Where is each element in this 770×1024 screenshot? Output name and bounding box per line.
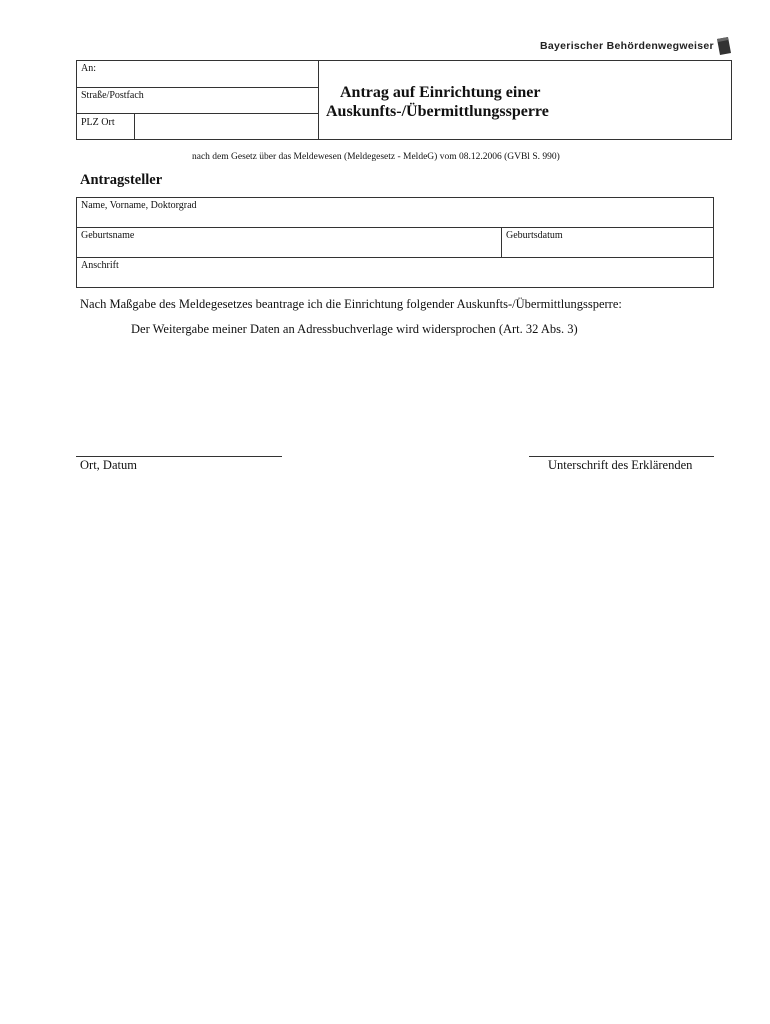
request-intro: Nach Maßgabe des Meldegesetzes beantrage ich die Einrichtung folgender Auskunfts-/Übermittlungssperre: <box>80 297 622 311</box>
birth-date-divider <box>501 227 502 257</box>
signature-line[interactable] <box>529 456 714 457</box>
place-date-label: Ort, Datum <box>80 458 137 472</box>
birth-name-label: Geburtsname <box>81 230 135 241</box>
address-label: Anschrift <box>81 260 119 271</box>
address-field[interactable] <box>78 272 712 286</box>
request-item: Der Weitergabe meiner Daten an Adressbuchverlage wird widersprochen (Art. 32 Abs. 3) <box>131 322 578 336</box>
zip-field[interactable] <box>78 127 132 139</box>
zip-city-label: PLZ Ort <box>81 117 115 128</box>
birth-date-label: Geburtsdatum <box>506 230 563 241</box>
address-divider-1 <box>76 87 319 88</box>
street-label: Straße/Postfach <box>81 90 144 101</box>
form-title-line1: Antrag auf Einrichtung einer <box>340 84 541 101</box>
brand-name: Bayerischer Behördenwegweiser <box>540 40 714 52</box>
name-field[interactable] <box>78 212 712 226</box>
applicant-divider-1 <box>76 227 714 228</box>
birth-date-field[interactable] <box>503 242 712 256</box>
form-title-line2: Auskunfts-/Übermittlungssperre <box>326 103 549 120</box>
birth-name-field[interactable] <box>78 242 499 256</box>
street-field[interactable] <box>80 100 316 112</box>
address-divider-2 <box>76 113 319 114</box>
legal-basis-subtitle: nach dem Gesetz über das Meldewesen (Meldegesetz - MeldeG) vom 08.12.2006 (GVBl S. 990) <box>192 152 560 162</box>
name-label: Name, Vorname, Doktorgrad <box>81 200 197 211</box>
zip-city-divider <box>134 113 135 140</box>
place-date-line[interactable] <box>76 456 282 457</box>
to-label: An: <box>81 63 96 74</box>
city-field[interactable] <box>136 115 316 139</box>
signature-label: Unterschrift des Erklärenden <box>548 458 693 472</box>
applicant-heading: Antragsteller <box>80 172 163 188</box>
applicant-divider-2 <box>76 257 714 258</box>
to-field[interactable] <box>100 62 316 86</box>
brand-logo-icon <box>716 37 732 55</box>
